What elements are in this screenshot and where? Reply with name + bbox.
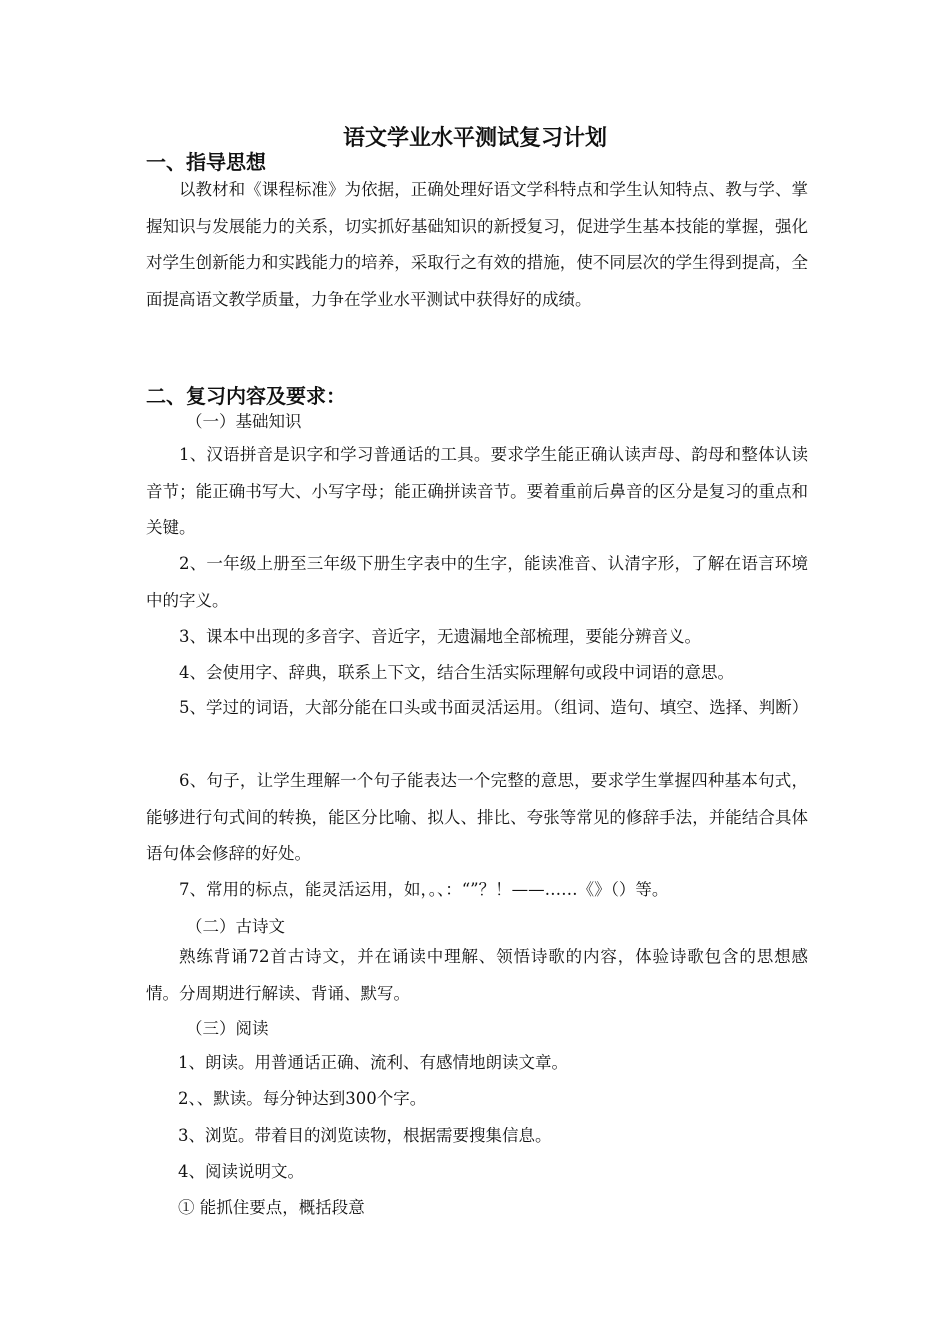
reading-item-1: 1、朗读。用普通话正确、流利、有感情地朗读文章。 [178,1053,568,1072]
basic-knowledge-item-4: 4、会使用字、辞典，联系上下文，结合生活实际理解句或段中词语的意思。 [179,663,734,682]
document-title: 语文学业水平测试复习计划 [342,126,607,151]
subheading-basic-knowledge: （一）基础知识 [186,412,302,431]
basic-knowledge-item-2: 2、一年级上册至三年级下册生字表中的生字，能读准音、认清字形，了解在语言环境中的字义。 [146,554,808,610]
subheading-reading: （三）阅读 [186,1019,269,1038]
ancient-poetry-paragraph: 熟练背诵72首古诗文，并在诵读中理解、领悟诗歌的内容，体验诗歌包含的思想感情。分周期进行解读、背诵、默写。 [146,947,808,1003]
basic-knowledge-item-5: 5、学过的词语，大部分能在口头或书面灵活运用。（组词、造句、填空、选择、判断） [179,698,809,717]
basic-knowledge-item-6: 6、句子，让学生理解一个句子能表达一个完整的意思，要求学生掌握四种基本句式，能够进行句式间的转换，能区分比喻、拟人、排比、夸张等常见的修辞手法，并能结合具体语句体会修辞的好处。 [146,771,808,863]
reading-item-3: 3、浏览。带着目的浏览读物，根据需要搜集信息。 [178,1126,552,1145]
basic-knowledge-item-1: 1、汉语拼音是识字和学习普通话的工具。要求学生能正确认读声母、韵母和整体认读音节；能正确书写大、小写字母；能正确拼读音节。要着重前后鼻音的区分是复习的重点和关键。 [146,445,808,537]
subheading-ancient-poetry: （二）古诗文 [186,917,285,936]
basic-knowledge-item-7: 7、常用的标点，能灵活运用，如，。、：“”？！——……《》（）等。 [179,880,669,899]
reading-item-4: 4、阅读说明文。 [178,1162,304,1181]
reading-item-2: 2、、默读。每分钟达到300个字。 [178,1089,427,1108]
section-heading-review-content: 二、复习内容及要求： [146,384,346,408]
section-heading-guiding-ideas: 一、指导思想 [146,150,266,174]
basic-knowledge-item-3: 3、课本中出现的多音字、音近字，无遗漏地全部梳理，要能分辨音义。 [179,627,701,646]
reading-item-4-point-1: ① 能抓住要点，概括段意 [178,1198,365,1217]
guiding-ideas-paragraph: 以教材和《课程标准》为依据，正确处理好语文学科特点和学生认知特点、教与学、掌握知识与发展能力的关系，切实抓好基础知识的新授复习，促进学生基本技能的掌握，强化对学生创新能力和实践能力的培养，采取行之有效的措施，使不同层次的学生得到提高，全面提高语文教学质量，力争在学业水平测试中获得好的成绩。 [146,180,808,309]
